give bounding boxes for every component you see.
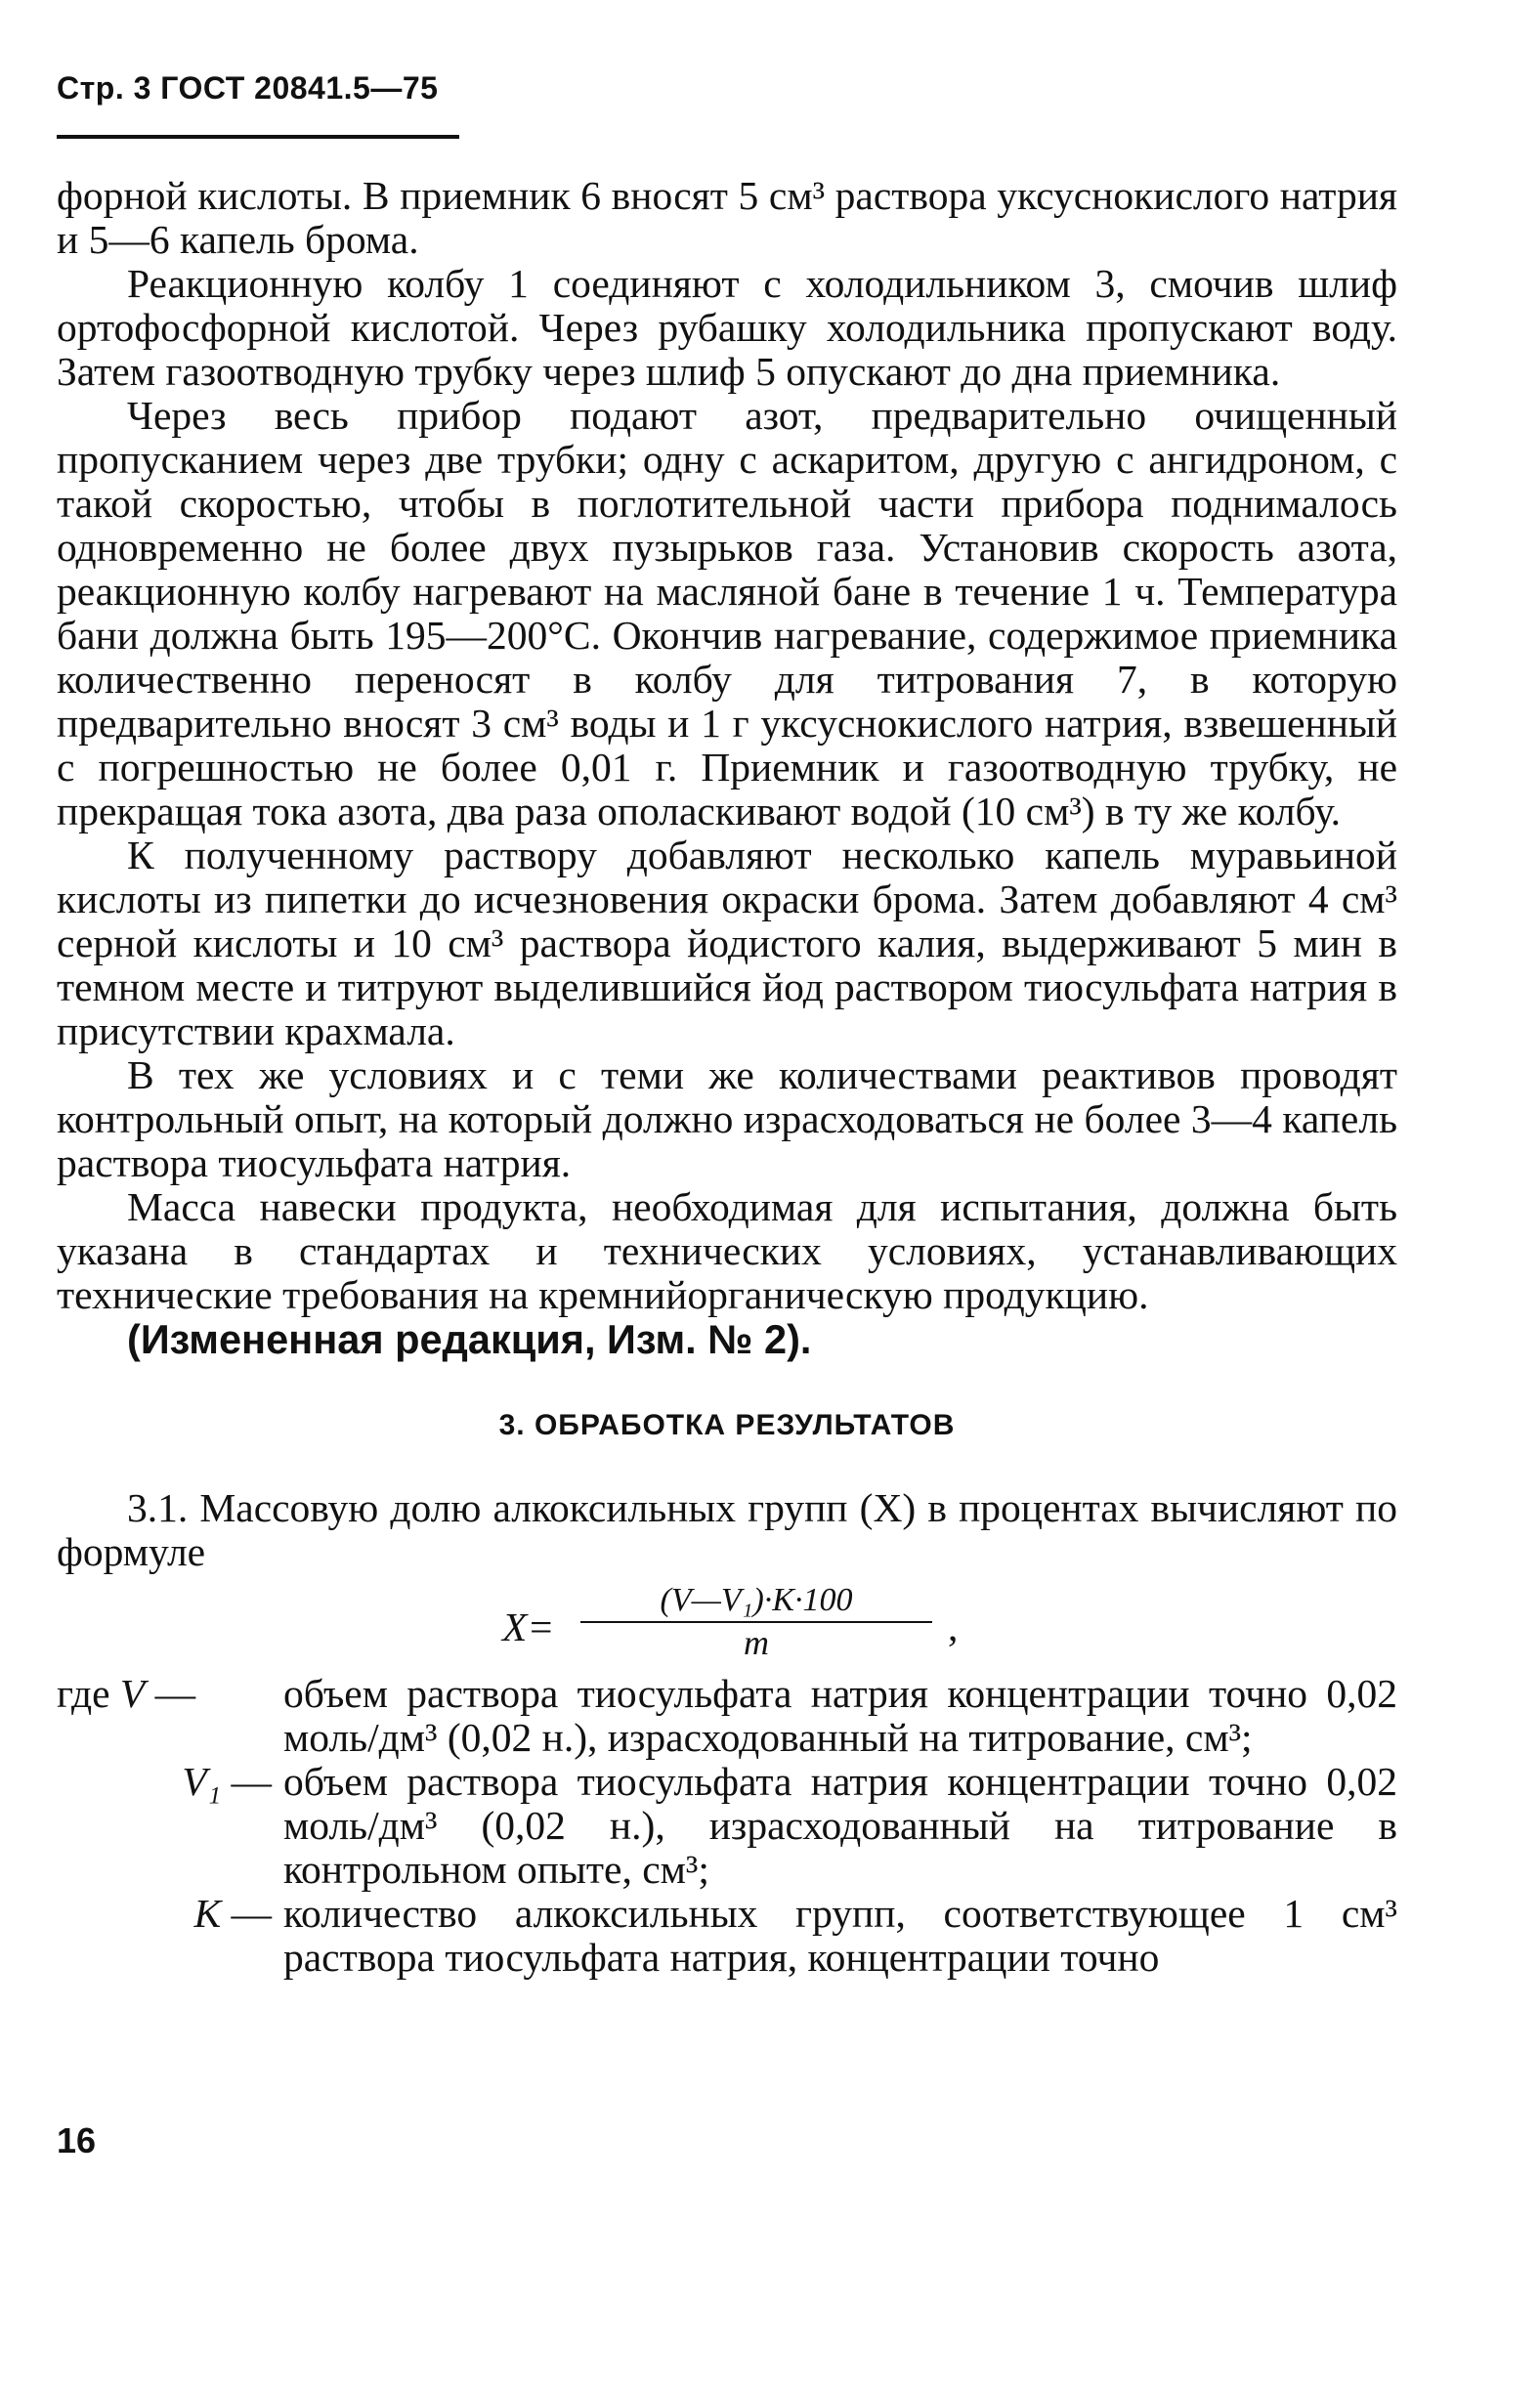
formula (57, 1580, 1397, 1668)
document-body (57, 174, 1397, 1980)
edit-note (57, 1317, 1397, 1362)
definition-text: объем раствора тиосульфата натрия концентрации точно 0,02 моль/дм³ (0,02 н.), израсходованный на титрование в контрольном опыте, см³; (283, 1759, 1397, 1892)
definition-text: количество алкоксильных групп, соответствующее 1 см³ раствора тиосульфата натрия, концентрации точно (283, 1891, 1397, 1980)
definition-v (57, 1672, 1397, 1760)
header-rule (57, 135, 459, 139)
edit-note-text: (Измененная редакция, Изм. № 2). (127, 1316, 812, 1362)
definition-symbol (57, 1672, 283, 1760)
formula-denominator: m (744, 1623, 769, 1662)
paragraph-3: Через весь прибор подают азот, предварительно очищенный пропусканием через две трубки; одну с аскаритом, другую с ангидроном, с такой скоростью, чтобы в поглотительной части прибора поднималось одновременно не более двух пузырьков газа. Установив скорость азота, реакционную колбу нагревают на масляной бане в течение 1 ч. Температура бани должна быть 195—200°С. Окончив нагревание, содержимое приемника количественно переносят в колбу для титрования 7, в которую предварительно вносят 3 см³ воды и 1 г уксуснокислого натрия, взвешенный с погрешностью не более 0,01 г. Приемник и газоотводную трубку, не прекращая тока азота, два раза ополаскивают водой (10 см³) в ту же колбу. (57, 393, 1397, 834)
symbol-k: K (193, 1891, 222, 1936)
paragraph-6: Масса навески продукта, необходимая для испытания, должна быть указана в стандартах и технических условиях, устанавливающих технические требования на кремнийорганическую продукцию. (57, 1184, 1397, 1317)
definition-k (57, 1892, 1397, 1980)
section-title: 3. ОБРАБОТКА РЕЗУЛЬТАТОВ (498, 1409, 956, 1441)
definition-dash: — (221, 1759, 272, 1804)
running-head: Стр. 3 ГОСТ 20841.5—75 (57, 70, 439, 106)
page-number: 16 (57, 2120, 97, 2160)
formula-fraction (580, 1582, 932, 1662)
clause-3-1: 3.1. Массовую долю алкоксильных групп (X) в процентах вычисляют по формуле (57, 1485, 1397, 1574)
definition-symbol (57, 1892, 283, 1980)
definition-lead: где (57, 1671, 120, 1716)
paragraph-1: форной кислоты. В приемник 6 вносят 5 см³ раствора уксуснокислого натрия и 5—6 капель брома. (57, 173, 1397, 262)
paragraph-5: В тех же условиях и с теми же количествами реактивов проводят контрольный опыт, на который должно израсходоваться не более 3—4 капель раствора тиосульфата натрия. (57, 1052, 1397, 1185)
symbol-v: V (119, 1671, 146, 1716)
formula-lhs: X= (502, 1604, 555, 1649)
formula-comma: , (948, 1604, 959, 1649)
paragraph-4: К полученному раствору добавляют несколько капель муравьиной кислоты из пипетки до исчезновения окраски брома. Затем добавляют 4 см³ серной кислоты и 10 см³ раствора йодистого калия, выдерживают 5 мин в темном месте и титруют выделившийся йод раствором тиосульфата натрия в присутствии крахмала. (57, 833, 1397, 1053)
definition-symbol (57, 1760, 283, 1892)
definition-text: объем раствора тиосульфата натрия концентрации точно 0,02 моль/дм³ (0,02 н.), израсходованный на титрование, см³; (283, 1671, 1397, 1760)
definition-dash: — (221, 1891, 272, 1936)
symbol-v1: V₁ (182, 1759, 222, 1804)
formula-numerator: (V—V₁)·K·100 (580, 1582, 932, 1623)
definition-dash: — (145, 1671, 196, 1716)
paragraph-2: Реакционную колбу 1 соединяют с холодильником 3, смочив шлиф ортофосфорной кислотой. Через рубашку холодильника пропускают воду. Затем газоотводную трубку через шлиф 5 опускают до дна приемника. (57, 261, 1397, 394)
definition-v1 (57, 1760, 1397, 1892)
